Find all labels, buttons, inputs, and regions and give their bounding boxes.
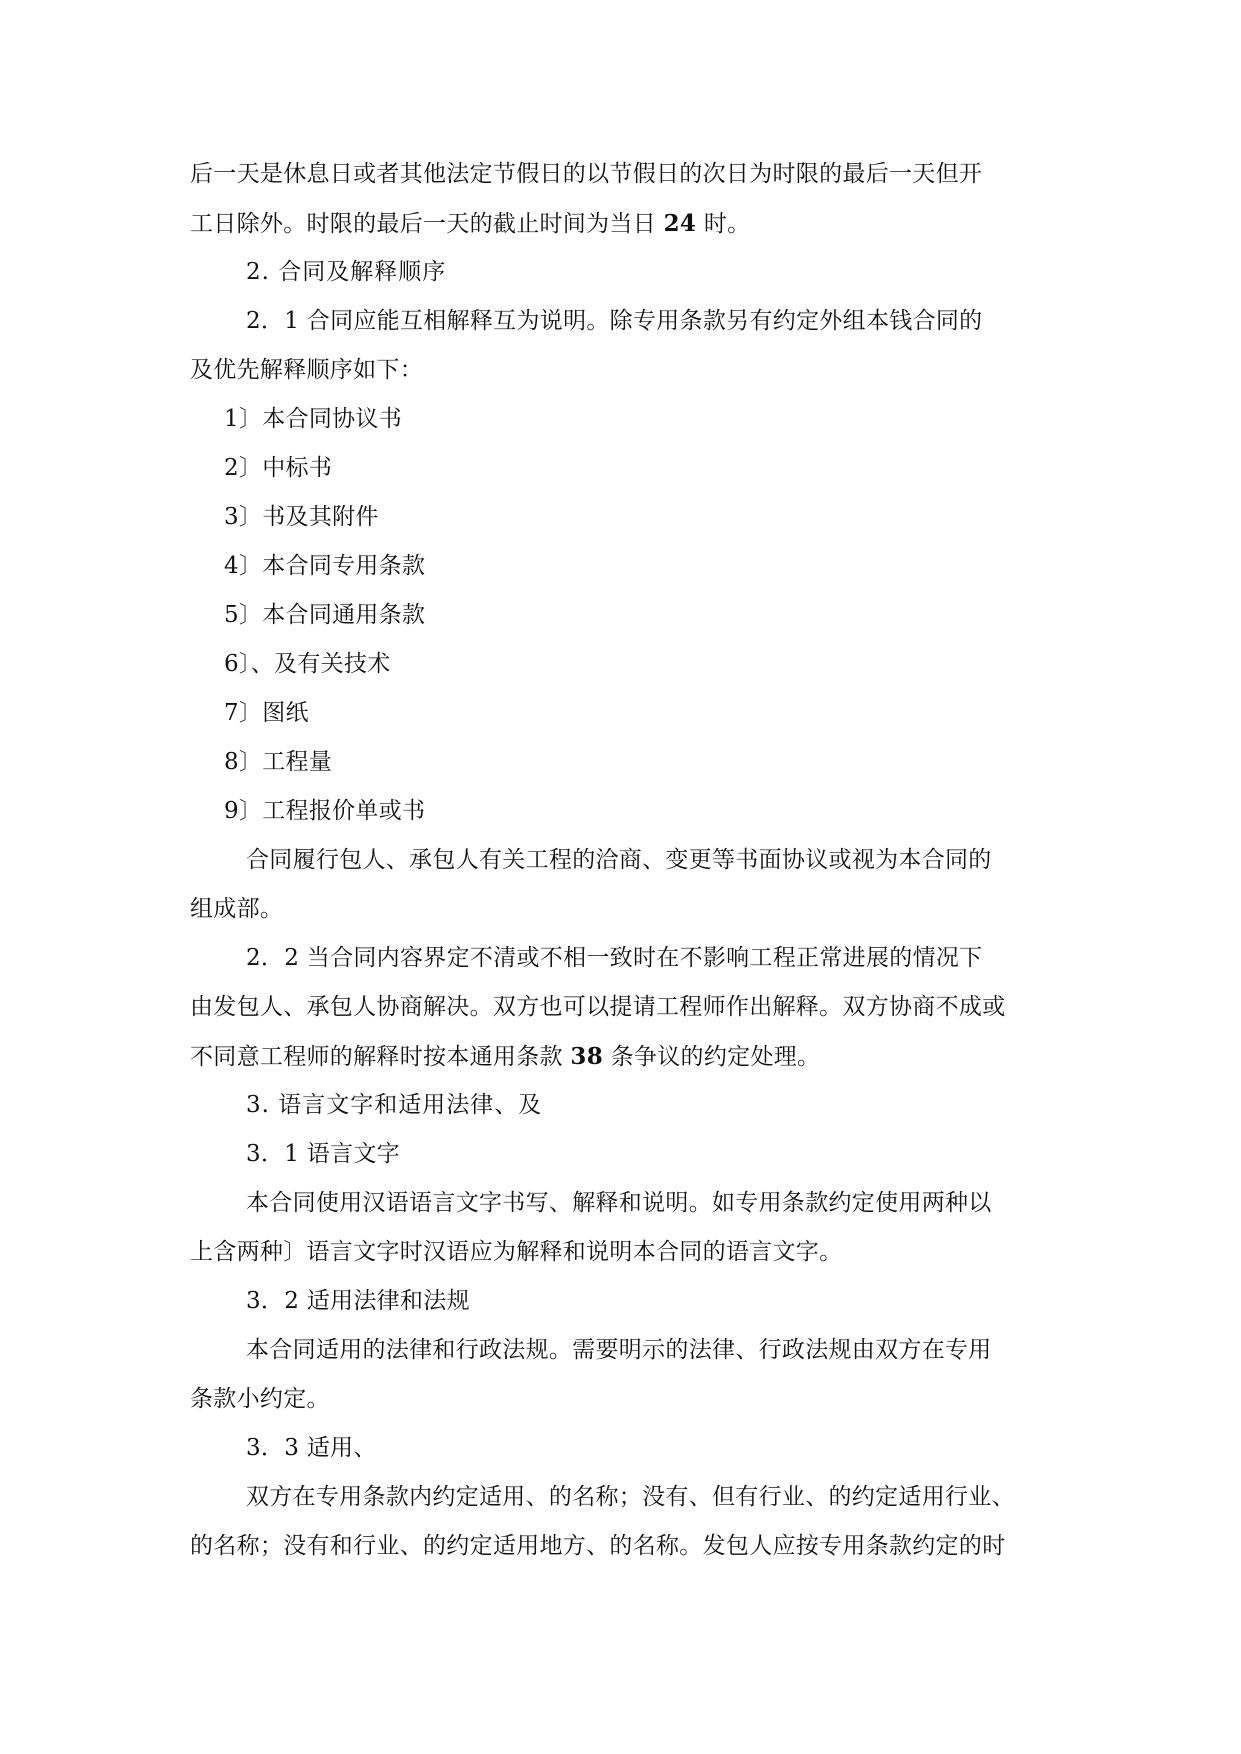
bold-number: 24: [663, 210, 697, 237]
body-paragraph: 合同履行包人、承包人有关工程的洽商、变更等书面协议或视为本合同的: [246, 847, 992, 873]
list-item: 3〕书及其附件: [224, 504, 379, 530]
clause-paragraph: 2．1 合同应能互相解释互为说明。除专用条款另有约定外组本钱合同的: [246, 308, 983, 334]
clause-heading: 3．1 语言文字: [246, 1141, 400, 1167]
paragraph-continuation: 不同意工程师的解释时按本通用条款 38 条争议的约定处理。: [190, 1043, 821, 1070]
section-heading: 3. 语言文字和适用法律、及: [246, 1092, 543, 1118]
list-item: 6〕、及有关技术: [224, 651, 391, 677]
body-paragraph: 本合同使用汉语语言文字书写、解释和说明。如专用条款约定使用两种以: [246, 1190, 992, 1216]
paragraph-continuation: 上含两种〕语言文字时汉语应为解释和说明本合同的语言文字。: [190, 1239, 843, 1265]
paragraph-continuation: 的名称；没有和行业、的约定适用地方、的名称。发包人应按专用条款约定的时: [190, 1533, 1006, 1559]
document-page: [190, 150, 1060, 1571]
bold-number: 38: [570, 1043, 604, 1070]
list-item: 4〕本合同专用条款: [224, 553, 426, 579]
paragraph-continuation: 后一天是休息日或者其他法定节假日的以节假日的次日为时限的最后一天但开: [190, 161, 983, 187]
clause-heading: 3．3 适用、: [246, 1435, 377, 1461]
section-heading: 2. 合同及解释顺序: [246, 259, 447, 285]
list-item: 1〕本合同协议书: [224, 406, 403, 432]
body-paragraph: 本合同适用的法律和行政法规。需要明示的法律、行政法规由双方在专用: [246, 1337, 992, 1363]
paragraph-continuation: 组成部。: [190, 896, 284, 922]
list-item: 9〕工程报价单或书: [224, 798, 426, 824]
paragraph-continuation: 工日除外。时限的最后一天的截止时间为当日 24 时。: [190, 210, 751, 237]
clause-heading: 3．2 适用法律和法规: [246, 1288, 470, 1314]
list-item: 7〕图纸: [224, 700, 309, 726]
clause-paragraph: 2．2 当合同内容界定不清或不相一致时在不影响工程正常进展的情况下: [246, 945, 983, 971]
list-item: 2〕中标书: [224, 455, 333, 481]
paragraph-continuation: 及优先解释顺序如下：: [190, 357, 423, 383]
paragraph-continuation: 由发包人、承包人协商解决。双方也可以提请工程师作出解释。双方协商不成或: [190, 994, 1006, 1020]
list-item: 8〕工程量: [224, 749, 333, 775]
list-item: 5〕本合同通用条款: [224, 602, 426, 628]
body-paragraph: 双方在专用条款内约定适用、的名称；没有、但有行业、的约定适用行业、: [246, 1484, 1015, 1510]
paragraph-continuation: 条款小约定。: [190, 1386, 330, 1412]
